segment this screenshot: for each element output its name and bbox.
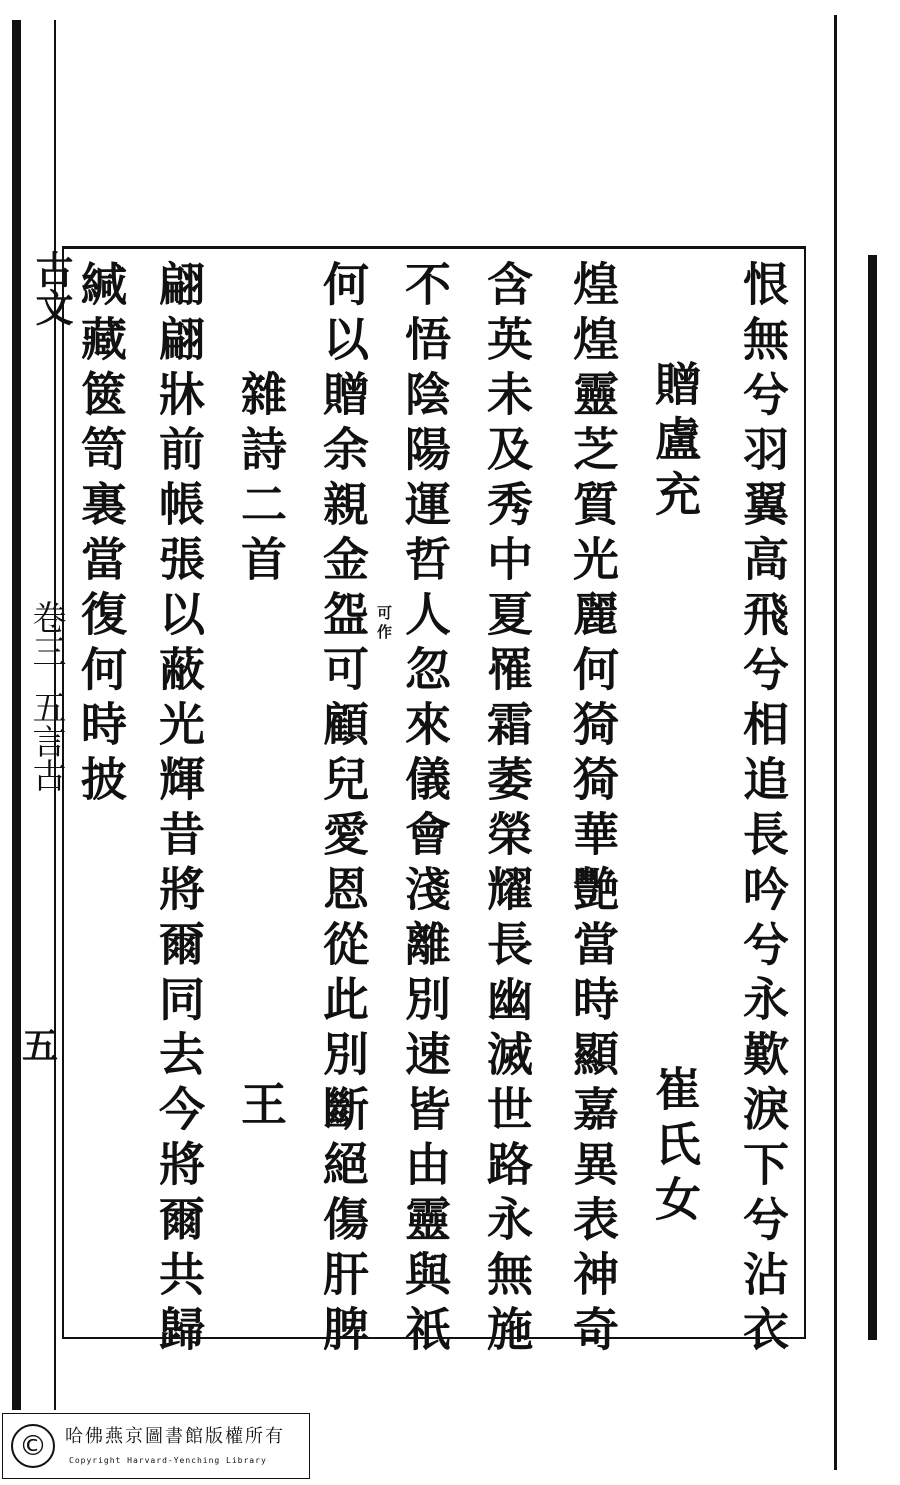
line-8 xyxy=(152,260,206,1360)
line-7-title xyxy=(234,370,288,590)
line-4 xyxy=(480,260,534,1360)
line-4-text: 含英未及秀中夏罹霜萎榮耀長幽滅世路永無施 xyxy=(480,260,534,1360)
right-edge-bar xyxy=(868,255,877,1340)
left-page-edge xyxy=(12,20,21,1410)
fold-title-text: 古文 xyxy=(29,250,74,326)
marginal-note xyxy=(376,605,391,643)
poem-author-wang: 王 xyxy=(234,1080,288,1126)
line-3-text: 煌煌靈芝質光麗何猗猗華艷當時顯嘉異表神奇 xyxy=(566,260,620,1360)
line-6 xyxy=(316,260,370,1360)
line-1 xyxy=(736,260,790,1360)
folio-number: 五 xyxy=(22,1025,59,1067)
poem-title-zeng-lu-chong: 贈盧充 xyxy=(648,360,702,525)
line-2-title xyxy=(648,360,702,525)
line-5 xyxy=(398,260,452,1360)
copyright-stamp xyxy=(2,1413,310,1479)
line-1-text: 恨無兮羽翼高飛兮相追長吟兮永歎淚下兮沾衣 xyxy=(736,260,790,1360)
fold-juan-text: 卷三 xyxy=(26,600,66,668)
poem-author-cui: 崔氏女 xyxy=(648,1065,702,1230)
line-3 xyxy=(566,260,620,1360)
line-8-text: 翩翩牀前帳張以蔽光輝昔將爾同去今將爾共歸 xyxy=(152,260,206,1360)
marginal-note-text: 可作 xyxy=(375,605,393,643)
line-7-author xyxy=(234,1080,288,1126)
copyright-english: Copyright Harvard-Yenching Library xyxy=(69,1456,267,1465)
fold-genre-text: 五言古 xyxy=(26,690,66,792)
poem-title-za-shi: 雜詩二首 xyxy=(234,370,288,590)
line-6-text: 何以贈余親金盌可顧兒愛恩從此別斷絕傷肝脾 xyxy=(316,260,370,1360)
copyright-chinese: 哈佛燕京圖書館版權所有 xyxy=(65,1426,285,1447)
line-2-author xyxy=(648,1065,702,1230)
line-9 xyxy=(74,260,128,810)
line-5-text: 不悟陰陽運哲人忽來儀會淺離別速皆由靈與祇 xyxy=(398,260,452,1360)
copyright-icon: © xyxy=(11,1424,55,1468)
right-page-line xyxy=(834,15,837,1470)
line-9-text: 緘藏篋笥裏當復何時披 xyxy=(74,260,128,810)
